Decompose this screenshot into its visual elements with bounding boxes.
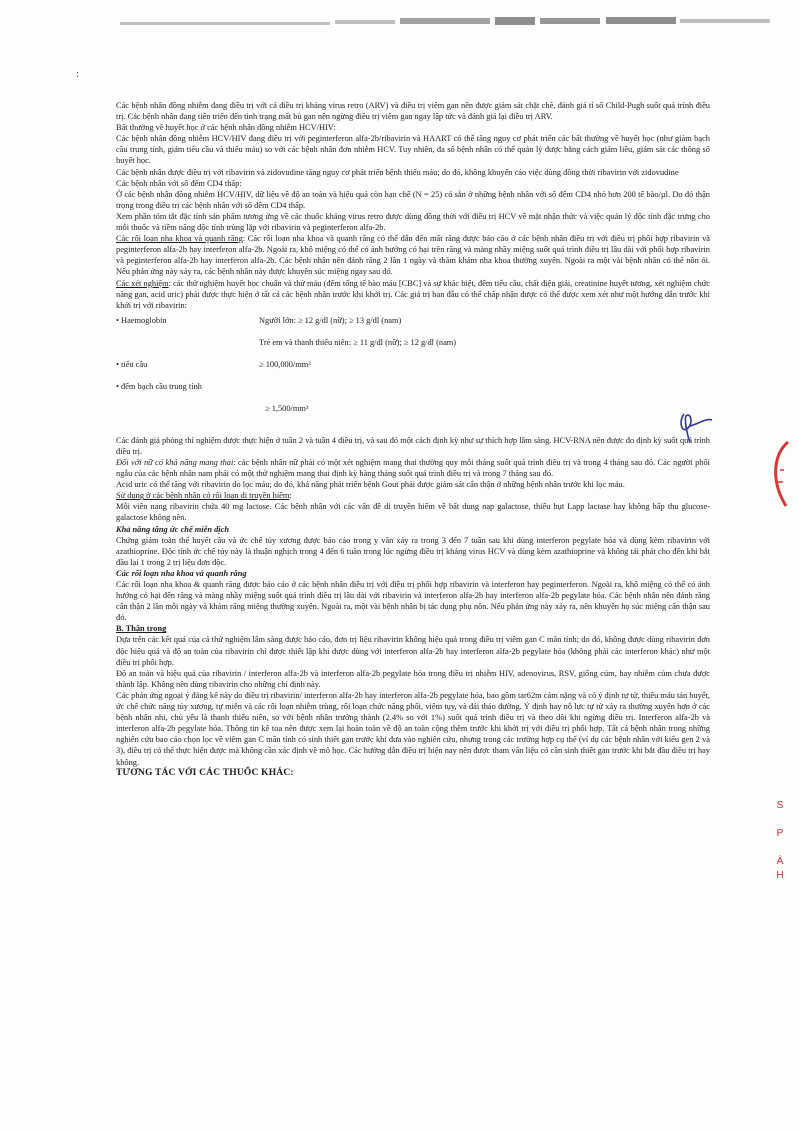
paragraph: Các đánh giá phòng thí nghiệm được thực hiện ở tuần 2 và tuần 4 điều trị, và sau đó một cách định kỳ như sự thích hợp lâm sàng. HCV-RNA nên được đo định kỳ suốt quá trình điều trị.: [116, 435, 710, 456]
paragraph: Acid uric có thể tăng với ribavirin do lọc máu; do đó, khả năng phát triển bệnh Gout phải được giám sát cẩn thận ở những bệnh nhân trước khi lọc máu.: [116, 480, 625, 490]
signature-mark: [676, 408, 716, 444]
paragraph-text: :: [289, 491, 292, 501]
paragraph: Ở các bệnh nhân đồng nhiễm HCV/HIV, dữ liệu về độ an toàn và hiệu quả còn hạn chế (N = 25) có sẵn ở những bệnh nhân với số đếm CD4 nhỏ hơn 200 tế bào/µl. Do đó thận trọng trong điều trị các bệnh nhân với số đếm CD4 thấp.: [116, 189, 710, 210]
table-row: [116, 359, 456, 381]
paragraph: [116, 278, 710, 311]
margin-mark: :: [76, 68, 80, 80]
stamp-edge-letter: P: [776, 828, 784, 839]
paragraph: Độ an toàn và hiệu quả của ribavirin / interferon alfa-2b và interferon alfa-2b pegylate hóa trong điều trị nhiễm HIV, adenovirus, RSV, giống cúm, hay nhiễm cúm chưa được thành lập. Không nên dùng ribavirin cho những chỉ định này.: [116, 668, 710, 689]
paragraph: Các rối loạn nha khoa & quanh răng được báo cáo ở các bệnh nhân điều trị với điều trị phối hợp ribavirin và interferon hay peginterferon. Ngoài ra, khô miệng có thể có ảnh hưởng có hại đến răng và màng nhầy miệng suốt quá trình điều trị lâu dài với ribavirin và interferon alfa-2b hay interferon alfa-2b pegylate hóa. Các bệnh nhân nên đánh răng cẩn thận 2 lần mỗi ngày và khám răng miệng thường xuyên. Ngoài ra, một vài bệnh nhân bị tác dụng phụ nôn. Nếu phản ứng này xảy ra, nên khuyên họ súc miệng cẩn thận sau đó.: [116, 580, 710, 623]
subheading: Đối với nữ có khả năng mang thai: [116, 457, 234, 467]
lab-value: [259, 381, 456, 403]
section-heading: Khả năng tăng ức chế miễn dịch: [116, 524, 229, 534]
table-row: [116, 315, 456, 337]
paragraph: Các bệnh nhân với số đếm CD4 thấp:: [116, 178, 242, 188]
lab-value: ≥ 1,500/mm³: [265, 403, 309, 413]
paragraph: Các bệnh nhân đồng nhiễm HCV/HIV đang điều trị với peginterferon alfa-2b/ribavirin và HAART có thể tăng nguy cơ phát triển các bất thường về huyết học (như giảm bạch cầu trung tính, giảm tiểu cầu và thiếu máu) so với các bệnh nhân đơn nhiễm HCV. Tuy nhiên, đa số bệnh nhân có thể quản lý được bằng cách giảm liều, giám sát các thông số huyết học.: [116, 134, 710, 166]
paragraph: Mỗi viên nang ribavirin chứa 40 mg lactose. Các bệnh nhân với các vấn đề di truyền hiếm về bất dung nạp galactose, thiếu hụt Lapp lactase hay không hấp thu glucose-galactose không nên.: [116, 502, 710, 523]
lab-values-table: [116, 315, 456, 425]
table-row: [116, 337, 456, 359]
paragraph: [116, 457, 710, 479]
paragraph: [116, 490, 710, 501]
lab-value: Người lớn: ≥ 12 g/dl (nữ); ≥ 13 g/dl (nam): [259, 315, 402, 325]
section-heading: B. Thận trọng: [116, 624, 167, 634]
lab-name: • Haemoglobin: [116, 315, 167, 325]
paragraph: [116, 233, 710, 277]
lab-name: [116, 403, 259, 425]
paragraph-text: : Các rối loạn nha khoa và quanh răng có thể dẫn đến mất răng được báo cáo ở các bệnh nhân điều trị với điều trị phối hợp ribavirin và peginterferon alfa-2b hay interferon alfa-2b. Ngoài ra, khô miệng có thể có ảnh hưởng có hại trên răng và màng nhầy miệng suốt quá trình điều trị lâu dài với phối hợp ribavirin và peginterferon alfa-2b hay interferon alfa-2b. Các bệnh nhân nên đánh răng 2 lần 1 ngày và thăm khám nha khoa thường xuyên. Ngoài ra một vài bệnh nhân có thể nôn ói. Nếu phản ứng này xảy ra, các bệnh nhân này được khuyên súc miệng ngay sau đó.: [116, 234, 710, 277]
stamp-edge-letter: H: [776, 870, 784, 881]
document-body: [116, 100, 710, 779]
paragraph: Các phản ứng ngoại ý đáng kể này do điều trị ribavirin/ interferon alfa-2b hay interferon alfa-2b pegylate hóa, bao gồm tar62m cảm nặng và có ý định tự tử, thiếu máu tán huyết, ức chế chức năng tủy xương, tự miễn và các rối loạn nhiễm trùng, rối loạn chức năng phổi, viêm tụy, và đái tháo đường. Ý định hay nỗ lực tự tử xảy ra thường xuyên hơn ở các bệnh nhân nhi, chủ yếu là thanh thiếu niên, so với bệnh nhân trưởng thành (2.4% so với 1%) suốt quá trình điều trị và theo dõi khi ngừng điều trị. Interferon alfa-2b và interferon alfa-2b pegylate hóa. Thông tin kê toa nên được xem lại hoàn toàn về độ an toàn cộng thêm trước khi khởi trị với điều trị phối hợp. Tất cả bệnh nhân trong những nghiên cứu bao cáo chọn lọc về viêm gan C mãn tính có sinh thiết gan trước khi đưa vào nghiên cứu, nhưng trong các trường hợp cụ thể (ví dụ các bệnh nhân với kiểu gen 2 và 3), điều trị có thể thực hiện được mà không cần xác định về mô học. Các hướng dẫn điều trị hiện nay nên được tham vấn liệu có cần sinh thiết gan trước khi bắt đầu điều trị hay không.: [116, 690, 710, 767]
paragraph: Dựa trên các kết quả của cả thử nghiệm lâm sàng được báo cáo, đơn trị liệu ribavirin không hiệu quả trong điều trị viêm gan C mãn tính; do đó, không được dùng ribavirin đơn độc hiệu quả và độ an toàn của ribavirin chỉ được thiết lập khi được dùng với interferon alfa-2b hay interferon alfa-2b pegylate hóa (không phải các interferon khác) như một điều trị phối hợp.: [116, 635, 710, 667]
section-heading: Các rối loạn nha khoa và quanh răng: [116, 568, 247, 578]
stamp-edge-letter: S: [776, 800, 784, 811]
paragraph: Các bệnh nhân đồng nhiễm đang điều trị với cả điều trị kháng virus retro (ARV) và điều trị viêm gan nên được giám sát chặt chẽ, đánh giá tỉ số Child-Pugh suốt quá trình điều trị. Các bệnh nhân đang tiến triển đến tình trạng mất bù gan nên ngừng điều trị viêm gan ngay lập tức và đánh giá lại điều trị ARV.: [116, 101, 710, 122]
paragraph: Bất thường về huyết học ở các bệnh nhân đồng nhiễm HCV/HIV:: [116, 123, 336, 133]
stamp-edge-letter: À: [776, 856, 784, 867]
lab-name: [116, 337, 259, 359]
scan-header-band: [0, 0, 799, 34]
table-row: [116, 403, 456, 425]
lab-value: ≥ 100,000/mm³: [259, 359, 311, 369]
lab-name: • đếm bạch cầu trung tính: [116, 381, 202, 391]
subheading: Các xét nghiệm: [116, 278, 169, 288]
red-stamp-fragment: [764, 440, 794, 510]
paragraph: Xem phần tóm tắt đặc tính sản phẩm tương ứng về các thuốc kháng virus retro được dùng đồng thời với điều trị HCV về mặt nhận thức và việc quản lý độc tính đặc trưng cho mỗi thuốc và tiềm năng độc tính trùng lặp với ribavirin và peginterferon alfa-2b.: [116, 211, 710, 233]
lab-value: Trẻ em và thanh thiếu niên: ≥ 11 g/dl (nữ); ≥ 12 g/dl (nam): [259, 337, 457, 347]
subheading: Các rối loạn nha khoa và quanh răng: [116, 234, 243, 244]
paragraph: Các bệnh nhân được điều trị với ribavirin và zidovudine tăng nguy cơ phát triển bệnh thiếu máu; do đó, không khuyến cáo việc dùng đồng thời ribavirin với zidovudine: [116, 167, 679, 177]
subheading: Sử dụng ở các bệnh nhân có rối loạn di truyền hiếm: [116, 491, 290, 501]
paragraph-text: : các thử nghiệm huyết học chuẩn và thử máu (đếm tổng tế bào máu [CBC] và sự khác biệt, đếm tiểu cầu, chất điện giải, creatinine huyết tương, xét nghiệm chức năng gan, acid uric) phải được thực hiện ở tất cả các bệnh nhân trước khi khởi trị. Các giá trị ban đầu có thể chấp nhận được có thể được xem xét như một hướng dẫn trước khi khởi trị với ribavirin:: [116, 278, 710, 310]
paragraph-text: : các bệnh nhân nữ phải có một xét nghiệm mang thai thường quy mỗi tháng suốt quá trình điều trị và trong 4 tháng sau đó. Các người phối ngẫu của các bệnh nhân nam phải có một thử nghiệm mang thai định kỳ hàng tháng suốt quá trình điều trị và trong 7 tháng sau đó.: [116, 457, 711, 479]
lab-name: • tiểu cầu: [116, 359, 148, 369]
paragraph: Chứng giảm toàn thể huyết cầu và ức chế tủy xương được báo cáo trong y văn xảy ra trong 3 đến 7 tuần sau khi dùng interferon pegylate hóa và dùng kèm ribavirin với azathioprine. Độc tính ức chế tủy này là thuận nghịch trong 4 đến 6 tuần trong lúc ngừng điều trị kháng virus HCV và dùng kèm azathioprine và không tái phát cho đến khi bắt đầu lại 1 trong 2 trị liệu đơn độc.: [116, 535, 710, 567]
section-heading: TƯƠNG TÁC VỚI CÁC THUỐC KHÁC:: [116, 767, 294, 778]
table-row: [116, 381, 456, 403]
